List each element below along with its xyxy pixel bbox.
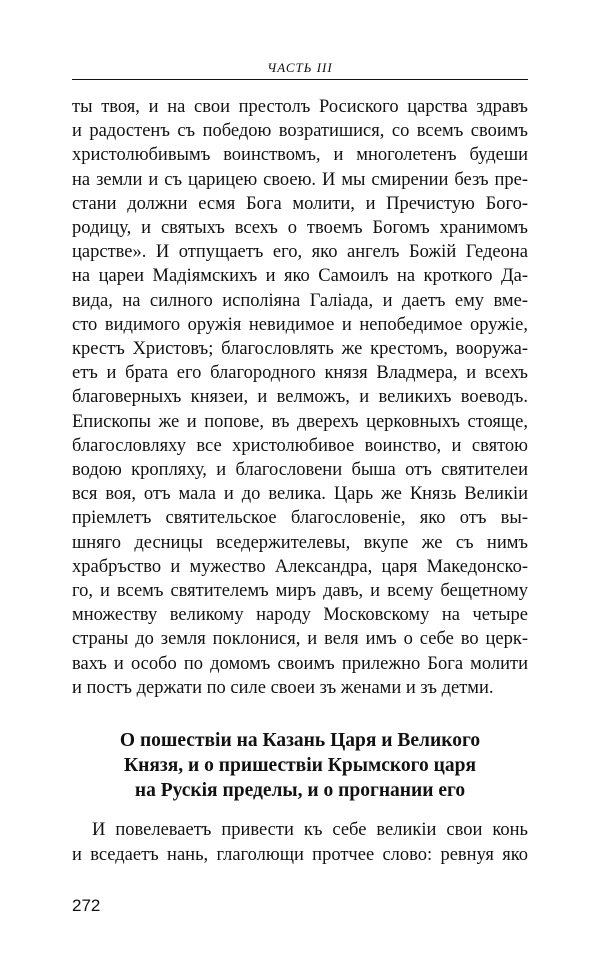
text-line: крестъ Христовъ; благословлять же крестомъ, вооружа-: [72, 339, 528, 360]
text-line: царстве». И отпущаетъ его, яко ангелъ Божій Гедеона: [72, 242, 528, 263]
text-line: благоверныхъ князеи, и велможъ, и великихъ воеводъ.: [72, 387, 528, 408]
text-line: сто видимого оружія невидимое и непобедимое оружіе,: [72, 314, 528, 335]
text-line: христолюбивымъ воинствомъ, и многолетенъ будеши: [72, 145, 528, 166]
text-line: на цареи Мадіямскихъ и яко Самоилъ на кроткого Да-: [72, 266, 528, 287]
text-line: на земли и съ царицею своею. И мы смирении безъ пре-: [72, 169, 528, 190]
continuation-text: [72, 818, 528, 868]
text-line: вся воя, отъ мала и до велика. Царь же Князь Великіи: [72, 484, 528, 505]
text-line: благословляху все христолюбивое воинство, и святою: [72, 435, 528, 456]
heading-line: О пошествіи на Казань Царя и Великого: [119, 730, 481, 751]
text-line: пріемлетъ святительское благословеніе, яко отъ вы-: [72, 508, 528, 529]
heading-line: на Рускія пределы, и о прогнании его: [134, 780, 466, 801]
text-line: и постъ держати по силе своеи зъ женами и зъ детми.: [72, 677, 494, 698]
page-number: 272: [72, 896, 101, 915]
text-line: множеству великому народу Московскому на четыре: [72, 605, 528, 626]
running-head: ЧАСТЬ III: [267, 60, 333, 75]
text-line: вида, на силного исполіяна Галіада, и даетъ ему вме-: [72, 290, 528, 311]
header-rule: [72, 79, 528, 80]
text-line: вахъ и особо по домомъ своимъ прилежно Бога молити: [72, 653, 528, 674]
body-text: [72, 95, 528, 700]
text-line: и вседаетъ нань, глаголющи протчее слово: ревнуя яко: [72, 845, 528, 865]
section-heading: [72, 728, 528, 803]
text-line: водою кропляху, и благословени быша отъ святителеи: [72, 460, 528, 481]
text-line: родицу, и святыхъ всехъ о твоемъ Богомъ хранимомъ: [72, 218, 528, 239]
text-line: го, и всемъ святителемъ миръ давъ, и всему бещетному: [72, 581, 528, 602]
text-line: и радостенъ съ победою возратишися, со всемъ своимъ: [72, 121, 528, 142]
heading-line: Князя, и о пришествіи Крымского царя: [123, 755, 476, 776]
text-line: И повелеваетъ привести къ себе великіи свои конь: [92, 820, 528, 840]
text-line: Епископы же и попове, въ дверехъ церковныхъ стояще,: [72, 411, 528, 432]
text-line: ты твоя, и на свои престолъ Росиского царства здравъ: [72, 97, 528, 117]
text-line: страны до земля поклонися, и веля имъ о себе во церк-: [72, 629, 528, 650]
text-line: храбръство и мужество Александра, царя Македонско-: [72, 556, 528, 577]
text-line: шняго десницы вседержителевы, вкупе же съ нимъ: [72, 532, 528, 553]
text-line: стани должни есмя Бога молити, и Пречистую Бого-: [72, 193, 528, 214]
text-line: етъ и брата его благородного князя Владмера, и всехъ: [72, 363, 528, 384]
